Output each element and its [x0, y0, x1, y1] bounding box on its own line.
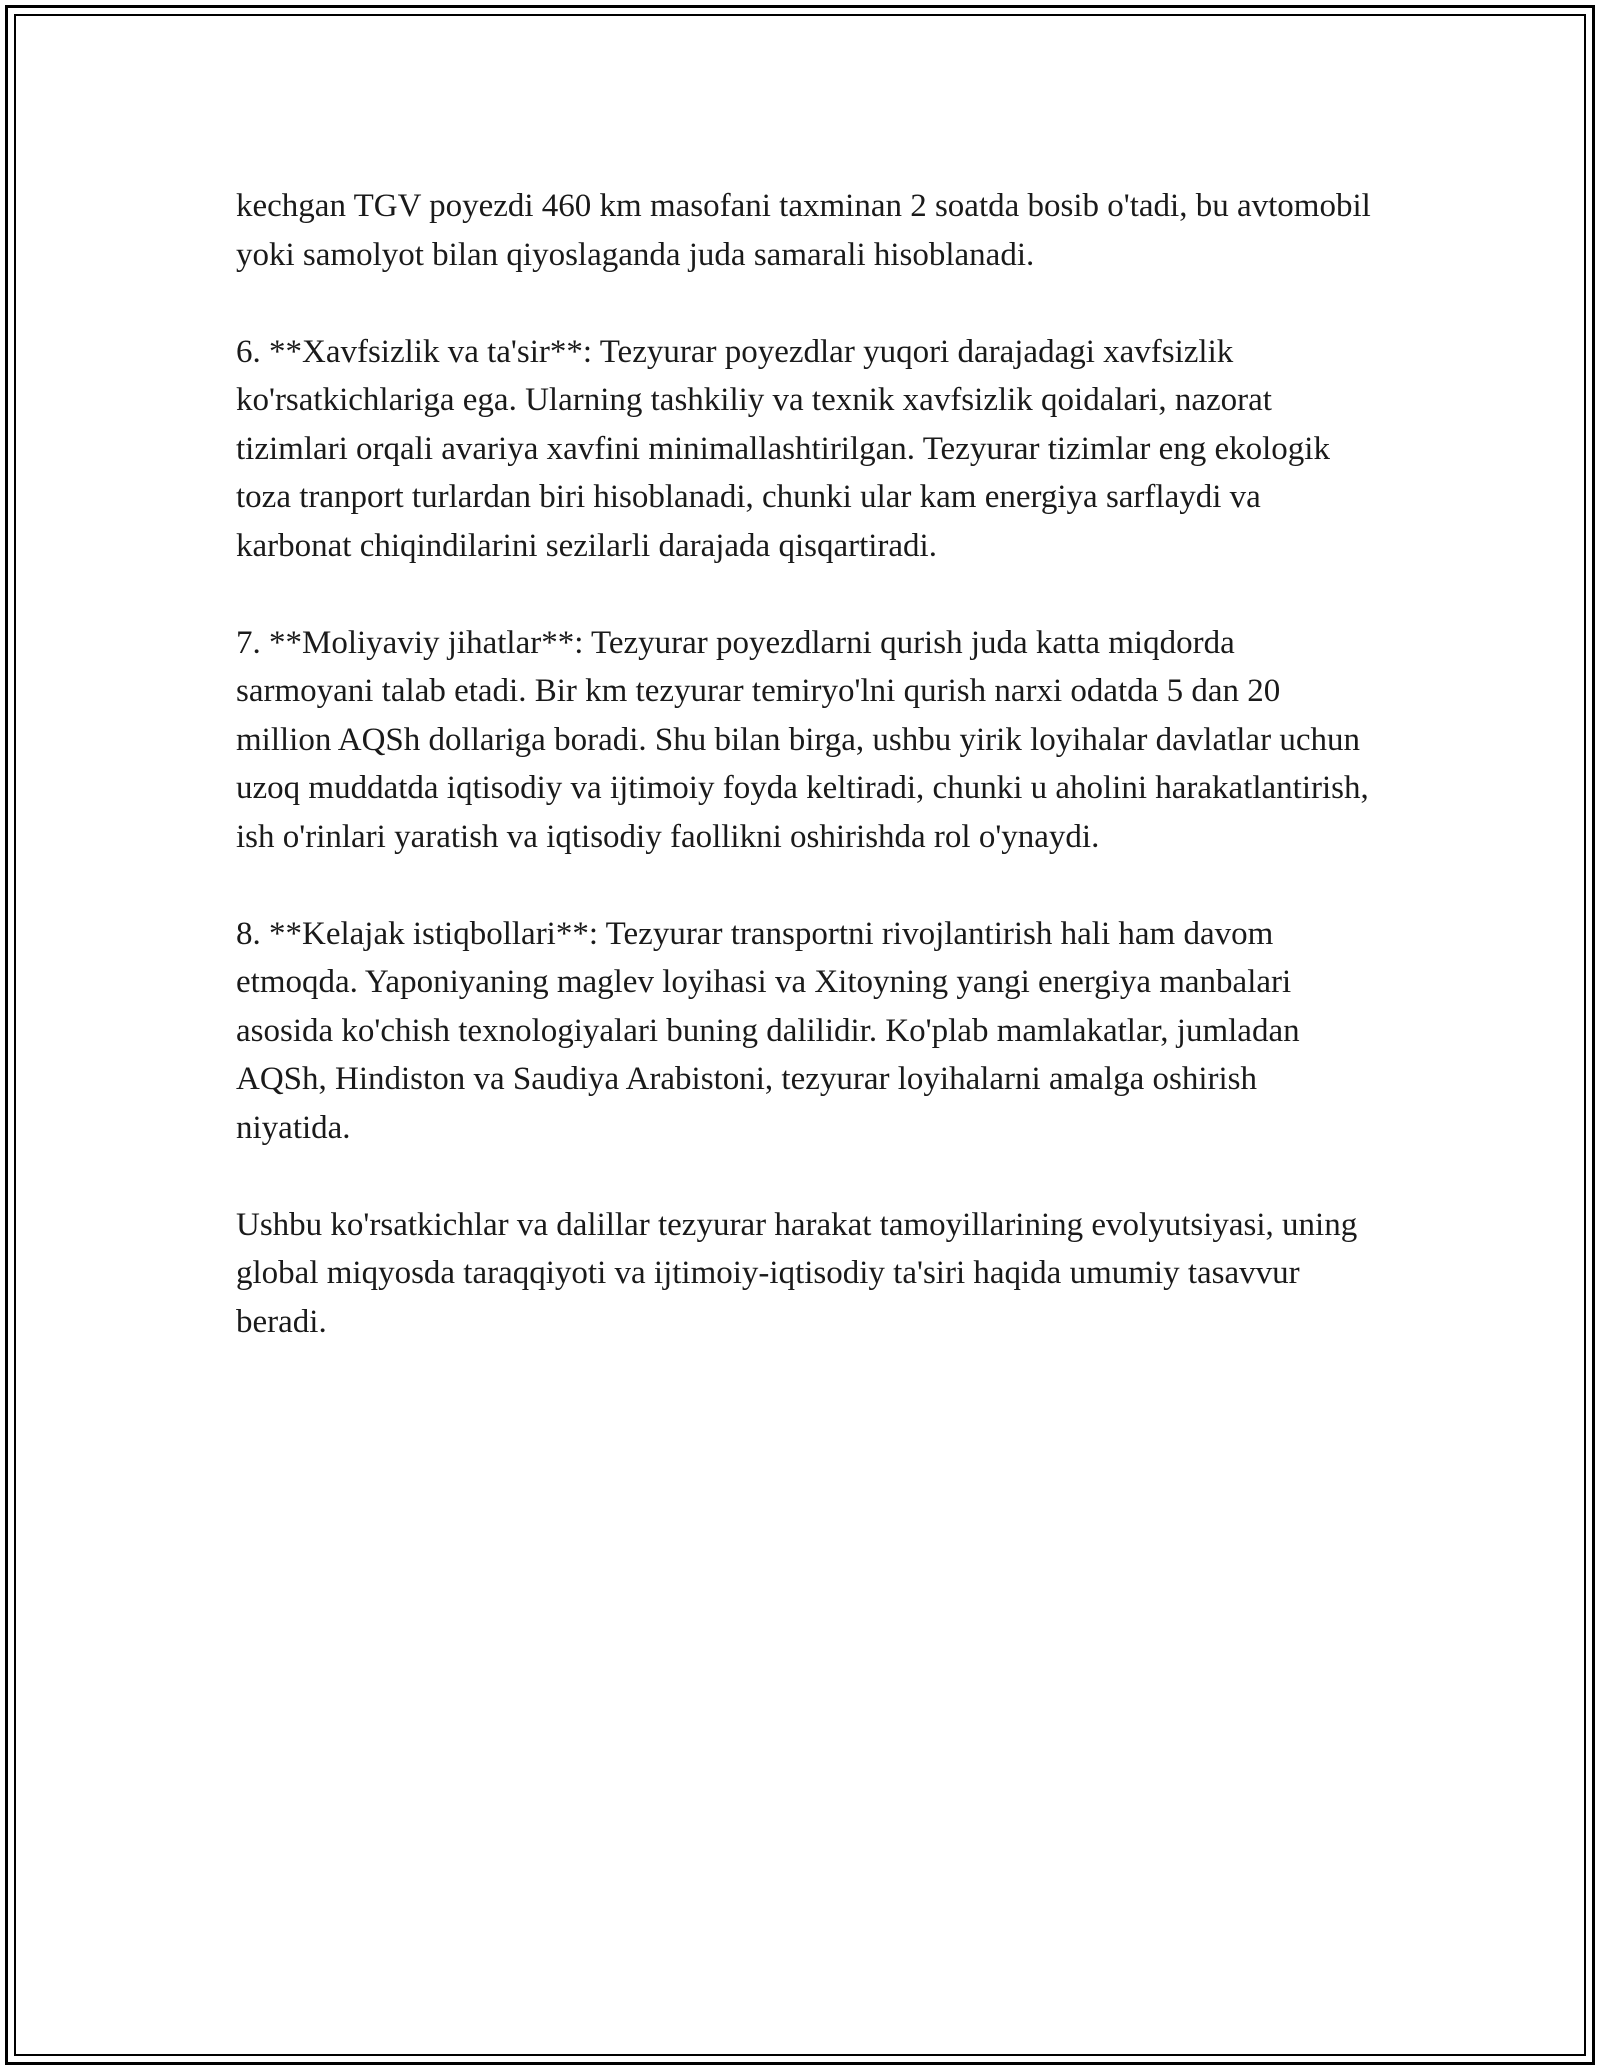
- paragraph-tgv-continuation: kechgan TGV poyezdi 460 km masofani taxminan 2 soatda bosib o'tadi, bu avtomobil yoki samolyot bilan qiyoslaganda juda samarali hisoblanadi.: [236, 188, 1371, 273]
- paragraph-safety-impact: 6. **Xavfsizlik va ta'sir**: Tezyurar poyezdlar yuqori darajadagi xavfsizlik ko'rsatkichlariga ega. Ularning tashkiliy va texnik xavfsizlik qoidalari, nazorat tizimlari orqali avariya xavfini minimallashtirilgan. Tezyurar tizimlar eng ekologik toza tranport turlardan biri hisoblanadi, chunki ular kam energiya sarflaydi va karbonat chiqindilarini sezilarli darajada qisqartiradi.: [236, 333, 1330, 564]
- document-body: [236, 182, 1376, 1395]
- paragraph-financial-aspects: 7. **Moliyaviy jihatlar**: Tezyurar poyezdlarni qurish juda katta miqdorda sarmoyani talab etadi. Bir km tezyurar temiryo'lni qurish narxi odatda 5 dan 20 million AQSh dollariga boradi. Shu bilan birga, ushbu yirik loyihalar davlatlar uchun uzoq muddatda iqtisodiy va ijtimoiy foyda keltiradi, chunki u aholini harakatlantirish, ish o'rinlari yaratish va iqtisodiy faollikni oshirishda rol o'ynaydi.: [236, 624, 1369, 855]
- paragraph-future-prospects: 8. **Kelajak istiqbollari**: Tezyurar transportni rivojlantirish hali ham davom etmoqda. Yaponiyaning maglev loyihasi va Xitoyning yangi energiya manbalari asosida ko'chish texnologiyalari buning dalilidir. Ko'plab mamlakatlar, jumladan AQSh, Hindiston va Saudiya Arabistoni, tezyurar loyihalarni amalga oshirish niyatida.: [236, 915, 1300, 1146]
- paragraph-conclusion: Ushbu ko'rsatkichlar va dalillar tezyurar harakat tamoyillarining evolyutsiyasi, uning global miqyosda taraqqiyoti va ijtimoiy-iqtisodiy ta'siri haqida umumiy tasavvur beradi.: [236, 1206, 1358, 1340]
